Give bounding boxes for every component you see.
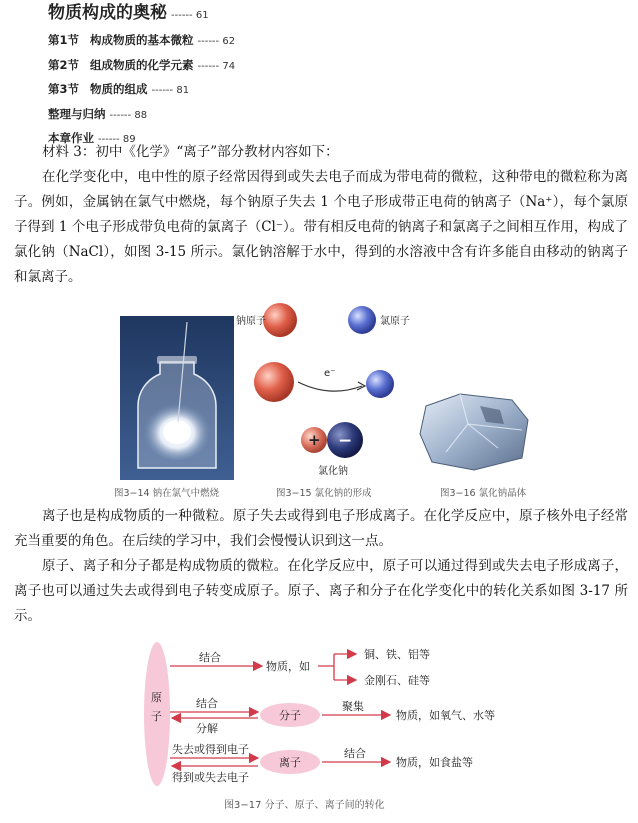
label-substance: 物质，如 — [266, 660, 310, 673]
label-atom-char2: 子 — [151, 710, 162, 723]
label-metals: 铜、铁、铝等 — [364, 648, 430, 661]
toc-item-title: 组成物质的化学元素 — [90, 57, 194, 72]
figure-transformation-diagram — [144, 636, 536, 818]
toc-section: 第2节 — [48, 57, 80, 72]
label-lose-gain: 失去或得到电子 — [172, 743, 249, 756]
label-sodium-atom: 钠原子 — [236, 316, 266, 327]
toc-item-page: ------ 88 — [109, 109, 148, 121]
electron-transfer-arrow — [298, 382, 362, 391]
toc-item-title: 本章作业 — [48, 131, 94, 145]
minus-sign: − — [338, 431, 353, 451]
label-nonmetals: 金刚石、硅等 — [364, 674, 430, 687]
toc-item — [48, 78, 235, 103]
caption-fig-3-14: 图3−14 钠在氯气中燃烧 — [114, 488, 220, 499]
toc-chapter-title: 物质构成的奥秘 — [48, 3, 167, 23]
toc-item-title: 整理与归纳 — [48, 106, 106, 121]
label-gain-lose: 得到或失去电子 — [172, 771, 249, 784]
toc-chapter — [48, 0, 235, 29]
sodium-atom-ball-2 — [254, 362, 294, 402]
toc-item — [48, 54, 235, 79]
toc-item — [48, 29, 235, 54]
label-combine-2: 结合 — [196, 697, 218, 710]
figure-sodium-chloride — [108, 302, 546, 502]
label-aggregate: 聚集 — [342, 700, 364, 713]
toc-item-title: 构成物质的基本微粒 — [90, 33, 194, 47]
material-text-middle — [14, 504, 628, 629]
toc-item-page: ------ 74 — [197, 60, 236, 72]
table-of-contents — [48, 0, 235, 152]
label-combine-1: 结合 — [199, 651, 221, 664]
toc-section: 第3节 — [48, 82, 80, 96]
label-ion: 离子 — [279, 756, 301, 769]
material-text-top — [14, 140, 628, 290]
toc-item-page: ------ 81 — [151, 85, 190, 96]
label-chlorine-atom: 氯原子 — [380, 316, 410, 327]
photo-nacl-crystal — [420, 394, 528, 470]
material-paragraph-2: 离子也是构成物质的一种微粒。原子失去或得到电子形成离子。在化学反应中，原子核外电子经常充当重要的角色。在后续的学习中，我们会慢慢认识到这一点。 — [14, 508, 628, 549]
toc-chapter-page: ------ 61 — [171, 10, 209, 21]
material-paragraph-3: 原子、离子和分子都是构成物质的微粒。在化学反应中，原子可以通过得到或失去电子形成离子，离子也可以通过失去或得到电子转变成原子。原子、离子和分子在化学变化中的转化关系如图 3-17 所示。 — [14, 558, 628, 624]
caption-fig-3-17: 图3−17 分子、原子、离子间的转化 — [224, 800, 385, 811]
label-molecule-substance: 物质，如氧气、水等 — [396, 709, 495, 722]
label-atom-char1: 原 — [151, 691, 162, 704]
toc-item-page: ------ 62 — [197, 36, 236, 47]
toc-section: 第1节 — [48, 33, 80, 47]
photo-sodium-burning — [120, 316, 234, 480]
toc-item-title: 物质的组成 — [90, 82, 148, 96]
label-combine-3: 结合 — [344, 747, 366, 760]
sodium-atom-ball — [263, 303, 297, 337]
label-molecule: 分子 — [279, 709, 301, 722]
caption-fig-3-16: 图3−16 氯化钠晶体 — [440, 488, 527, 499]
toc-item — [48, 103, 235, 128]
caption-fig-3-15: 图3−15 氯化钠的形成 — [276, 488, 372, 499]
label-decompose: 分解 — [196, 722, 218, 735]
label-electron: e⁻ — [324, 368, 336, 379]
diagram-nacl-formation — [236, 303, 410, 477]
chlorine-atom-ball — [348, 306, 376, 334]
material-paragraph-1: 在化学变化中，电中性的原子经常因得到或失去电子而成为带电荷的微粒，这种带电的微粒称为离子。例如，金属钠在氯气中燃烧，每个钠原子失去 1 个电子形成带正电荷的钠离子（Na⁺），每个氯原子得到 1 个电子形成带负电荷的氯离子（Cl⁻）。带有相反电荷的钠离子和氯离子之间相互作用，构成了氯化钠（NaCl），如图 3-15 所示。氯化钠溶解于水中，得到的水溶液中含有许多能自由移动的钠离子和氯离子。 — [14, 169, 628, 285]
toc-item-page: ------ 89 — [98, 134, 136, 145]
material-heading: 材料 3：初中《化学》“离子”部分教材内容如下： — [42, 144, 339, 160]
label-nacl: 氯化钠 — [318, 466, 348, 477]
plus-sign: + — [308, 431, 321, 449]
branch-connector — [318, 654, 334, 680]
label-ion-substance: 物质，如食盐等 — [396, 756, 473, 769]
chlorine-atom-ball-2 — [366, 370, 394, 398]
